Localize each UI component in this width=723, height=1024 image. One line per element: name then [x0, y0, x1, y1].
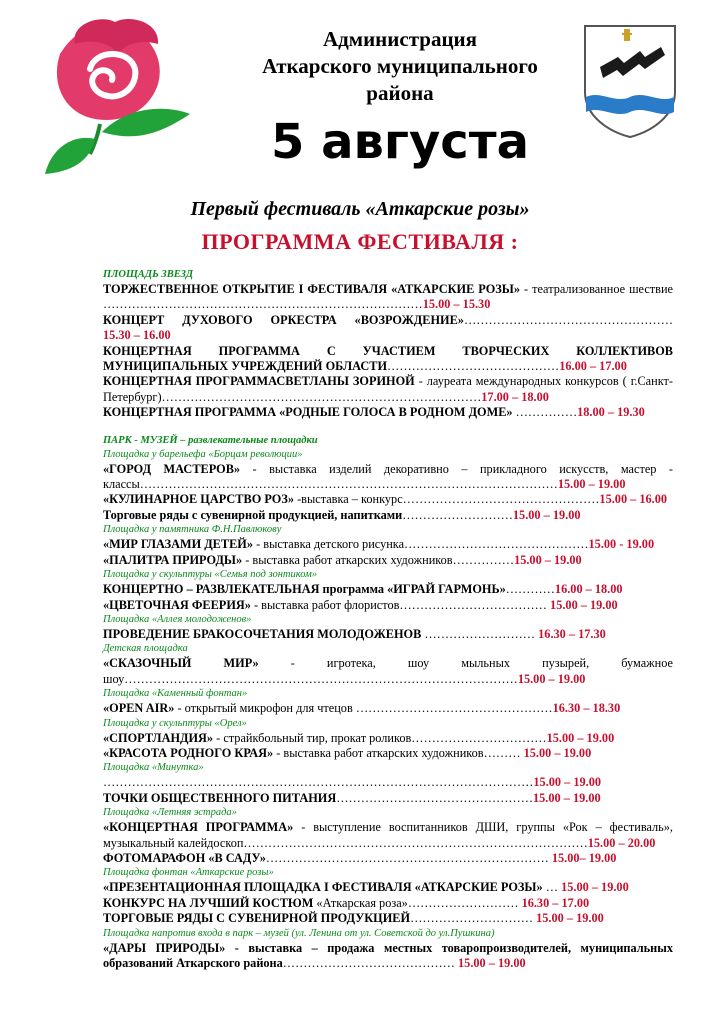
- section-gap: [103, 421, 673, 434]
- program-item: [103, 313, 673, 344]
- item-description: - страйкбольный тир, прокат роликов……………………………: [213, 730, 547, 745]
- event-date: 5 августа: [271, 114, 529, 170]
- organization-name: [200, 26, 600, 107]
- item-title: «КОНЦЕРТНАЯ ПРОГРАММА»: [103, 820, 294, 835]
- item-time: 15.00 – 19.00: [533, 775, 602, 790]
- item-title: ФОТОМАРАФОН «В САДУ»: [103, 850, 266, 865]
- venue-heading: ПЛОЩАДЬ ЗВЕЗД: [103, 269, 194, 280]
- item-description: - выставка работ флористов………………………………: [250, 597, 551, 612]
- program-item: [103, 405, 673, 420]
- venue-heading: Площадка напротив входа в парк – музей (ул. Ленина от ул. Советской до ул.Пушкина): [103, 927, 495, 939]
- org-line-1: Администрация: [322, 27, 478, 51]
- venue-heading: ПАРК - МУЗЕЙ – развлекательные площадки: [103, 434, 318, 446]
- item-time: 18.00 – 19.30: [577, 405, 645, 420]
- item-time: 16.30 – 17.30: [538, 626, 606, 641]
- item-title: «МИР ГЛАЗАМИ ДЕТЕЙ»: [103, 537, 254, 552]
- item-title: Торговые ряды с сувенирной продукцией, напитками: [103, 507, 403, 522]
- program-item: [103, 462, 673, 493]
- venue-heading: Площадка «Каменный фонтан»: [103, 688, 248, 700]
- venue-heading: Площадка у скульптуры «Орел»: [103, 717, 247, 729]
- program-list: [103, 268, 673, 971]
- program-item: [103, 508, 673, 523]
- program-item: [103, 820, 673, 851]
- item-description: …………………………………………: [336, 790, 533, 805]
- item-time: 16.00 – 18.00: [554, 582, 623, 597]
- item-time: 15.00 – 15.30: [422, 297, 491, 312]
- item-time: 15.00 - 19.00: [588, 537, 655, 552]
- org-line-3: района: [366, 81, 434, 105]
- festival-title: Первый фестиваль «Аткарские розы»: [190, 198, 530, 220]
- program-item: [103, 627, 673, 642]
- item-title: КОНЦЕРТНО – РАЗВЛЕКАТЕЛЬНАЯ программа «ИГРАЙ ГАРМОНЬ»: [103, 582, 506, 597]
- item-title: «СКАЗОЧНЫЙ МИР»: [103, 656, 259, 671]
- item-time: 16.30 – 18.30: [552, 701, 621, 716]
- program-item: [103, 851, 673, 866]
- item-time: 15.00 – 19.00: [458, 956, 526, 970]
- item-time: 15.00 – 19.00: [523, 745, 592, 760]
- item-title: «OPEN AIR»: [103, 701, 175, 716]
- program-item: [103, 282, 673, 313]
- item-time: 15.00 – 19.00: [557, 477, 626, 492]
- venue-heading: Площадка «Аллея молодоженов»: [103, 613, 252, 625]
- program-item: [103, 344, 673, 375]
- item-description: - лауреата международных конкурсов ( г.Санкт-Петербург)……………………………………………………………………: [103, 374, 674, 404]
- item-title: КОНЦЕРТНАЯ ПРОГРАММА «РОДНЫЕ ГОЛОСА В РОДНОМ ДОМЕ»: [103, 405, 513, 420]
- item-description: ………………………: [421, 626, 539, 641]
- item-description: - театрализованное шествие ……………………………………………………………………: [103, 282, 673, 312]
- item-time: 15.00 – 20.00: [587, 835, 656, 850]
- program-item: [103, 492, 673, 507]
- program-item: [103, 791, 673, 806]
- item-description: - выступление воспитанников ДШИ, группы «Рок – фестиваль», музыкальный калейдоскоп…………………………………………………………………………: [103, 820, 673, 850]
- item-description: ………………………: [402, 507, 513, 522]
- item-title: ТОЧКИ ОБЩЕСТВЕННОГО ПИТАНИЯ: [103, 790, 337, 805]
- item-time: 15.00 – 16.00: [599, 492, 668, 507]
- item-description: ……………: [512, 405, 578, 420]
- program-item: [103, 553, 673, 568]
- item-description: …………: [505, 582, 555, 597]
- program-item: [103, 746, 673, 761]
- item-title: КОНКУРС НА ЛУЧШИЙ КОСТЮМ: [103, 895, 314, 910]
- program-item: [103, 880, 673, 895]
- program-item: [103, 731, 673, 746]
- venue-heading: Площадка фонтан «Аткарские розы»: [103, 867, 274, 879]
- venue-heading: Детская площадка: [103, 643, 188, 655]
- item-title: КОНЦЕРТНАЯ ПРОГРАММА С УЧАСТИЕМ ТВОРЧЕСКИХ КОЛЛЕКТИВОВ МУНИЦИПАЛЬНЫХ УЧРЕЖДЕНИЙ ОБЛАСТИ: [103, 343, 673, 374]
- item-time: 15.00 – 19.00: [517, 671, 586, 686]
- item-description: ……………………………………: [282, 956, 459, 970]
- item-title: ТОРЖЕСТВЕННОЕ ОТКРЫТИЕ I ФЕСТИВАЛЯ «АТКАРСКИЕ РОЗЫ»: [103, 282, 521, 296]
- item-description: ……………………………………………………………………………………………: [103, 775, 534, 790]
- item-time: 16.00 – 17.00: [559, 359, 627, 374]
- item-title: ПРОВЕДЕНИЕ БРАКОСОЧЕТАНИЯ МОЛОДОЖЕНОВ: [103, 626, 422, 641]
- item-title: «ПАЛИТРА ПРИРОДЫ»: [103, 552, 243, 567]
- program-title: ПРОГРАММА ФЕСТИВАЛЯ :: [201, 229, 519, 254]
- item-description: - открытый микрофон для чтецов …………………………………………: [174, 701, 553, 716]
- org-line-2: Аткарского муниципального: [262, 54, 538, 78]
- item-description: - игротека, шоу мыльных пузырей, бумажное шоу……………………………………………………………………………………: [103, 656, 673, 686]
- program-item: [103, 775, 673, 790]
- item-time: 15.00 – 19.00: [561, 880, 629, 895]
- venue-heading: Площадка у скульптуры «Семья под зонтиком»: [103, 569, 318, 581]
- item-time: 15.00 – 19.00: [546, 730, 615, 745]
- program-item: [103, 911, 673, 926]
- item-description: ……………………………………………: [463, 312, 673, 327]
- item-description: - выставка детского рисунка………………………………………: [253, 537, 589, 552]
- program-item: [103, 374, 673, 405]
- item-title: ТОРГОВЫЕ РЯДЫ С СУВЕНИРНОЙ ПРОДУКЦИЕЙ: [103, 911, 411, 926]
- item-title: «КРАСОТА РОДНОГО КРАЯ»: [103, 745, 274, 760]
- program-item: [103, 537, 673, 552]
- item-description: «Аткарская роза»………………………: [313, 895, 522, 910]
- item-title: «ЦВЕТОЧНАЯ ФЕЕРИЯ»: [103, 597, 251, 612]
- item-description: ……………………………………………………………: [265, 850, 552, 865]
- item-time: 15.00 – 19.00: [536, 911, 604, 926]
- item-title: «СПОРТЛАНДИЯ»: [103, 730, 214, 745]
- program-item: [103, 582, 673, 597]
- item-time: 17.00 – 18.00: [481, 389, 549, 404]
- item-time: 15.00 – 19.00: [512, 507, 581, 522]
- item-description: - выставка работ аткарских художников……………: [242, 552, 515, 567]
- item-title: «ПРЕЗЕНТАЦИОННАЯ ПЛОЩАДКА I ФЕСТИВАЛЯ «АТКАРСКИЕ РОЗЫ»: [103, 880, 543, 895]
- program-item: [103, 701, 673, 716]
- item-description: -выставка – конкурс…………………………………………: [294, 492, 600, 507]
- item-description: - выставка изделий декоративно – прикладного искусств, мастер - классы…………………………………………………………………………………………: [103, 461, 673, 492]
- venue-heading: Площадка «Летняя эстрада»: [103, 807, 237, 819]
- item-title: «ГОРОД МАСТЕРОВ»: [103, 461, 241, 476]
- venue-heading: Площадка у барельефа «Борцам революции»: [103, 448, 303, 460]
- item-time: 15.00 – 19.00: [550, 597, 618, 612]
- item-title: «КУЛИНАРНОЕ ЦАРСТВО РОЗ»: [103, 492, 294, 507]
- program-item: [103, 598, 673, 613]
- item-description: - выставка работ аткарских художников………: [273, 745, 524, 760]
- item-time: 15.00 – 19.00: [514, 552, 582, 567]
- item-description: ……………………………………: [387, 359, 560, 374]
- item-description: …………………………: [410, 911, 537, 926]
- item-title: КОНЦЕРТ ДУХОВОГО ОРКЕСТРА «ВОЗРОЖДЕНИЕ»: [103, 312, 464, 327]
- item-time: 15.00 – 19.00: [532, 790, 601, 805]
- rose-logo-icon: [40, 14, 198, 182]
- program-item: [103, 941, 673, 972]
- program-item: [103, 656, 673, 687]
- program-item: [103, 896, 673, 911]
- item-description: …: [542, 880, 562, 895]
- item-time: 15.30 – 16.00: [103, 328, 171, 343]
- venue-heading: Площадка «Минутка»: [103, 762, 204, 774]
- item-title: КОНЦЕРТНАЯ ПРОГРАММАСВЕТЛАНЫ ЗОРИНОЙ: [103, 374, 415, 389]
- item-title: «ДАРЫ ПРИРОДЫ» - выставка – продажа местных товаропроизводителей, муниципальных образований Аткарского района: [103, 940, 673, 970]
- venue-heading: Площадка у памятника Ф.Н.Павлюкову: [103, 524, 282, 536]
- item-time: 16.30 – 17.00: [521, 895, 590, 910]
- item-time: 15.00– 19.00: [551, 850, 617, 865]
